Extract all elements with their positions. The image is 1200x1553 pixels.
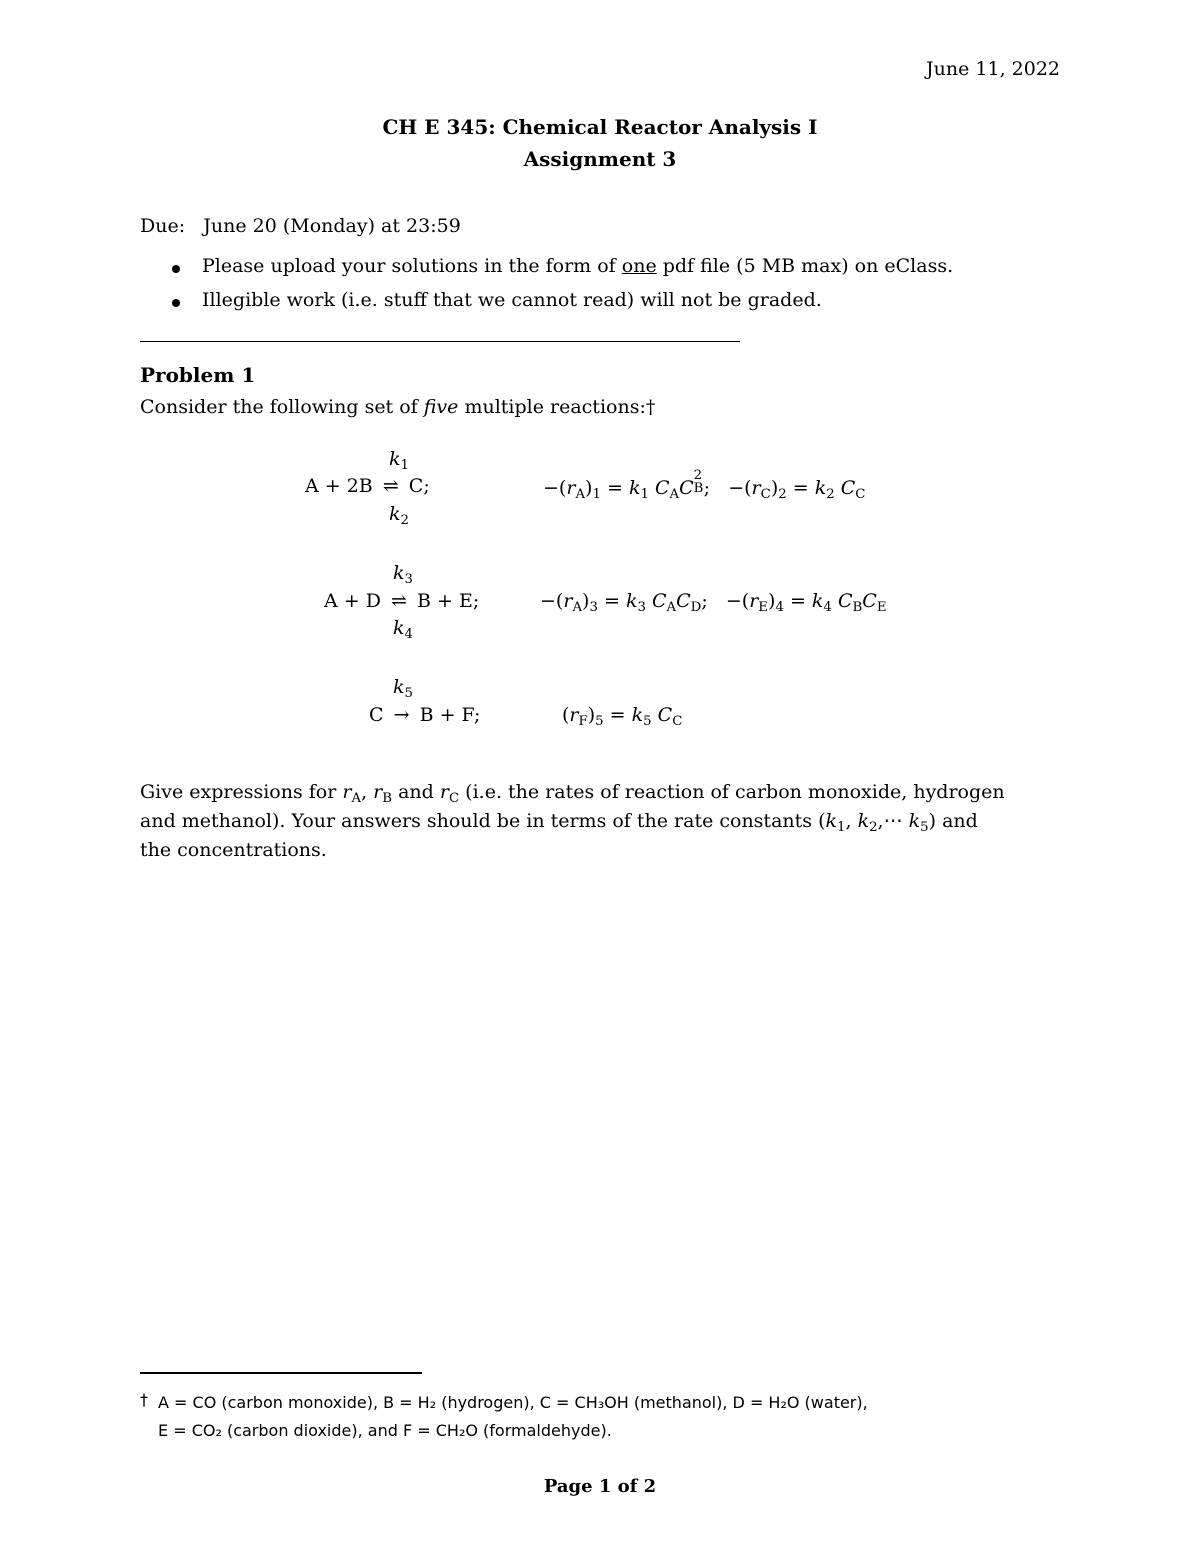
- reaction-2-k-bottom: $k_4$: [393, 617, 413, 642]
- intro-post: multiple reactions:†: [458, 396, 656, 418]
- intro-five: five: [423, 396, 459, 418]
- reaction-2-rate-law: $-(r_A)_3 = k_3$ $C_AC_D$; $-(r_E)_4 = k_4$ $C_BC_E$: [540, 590, 887, 615]
- reaction-3-k-top: $k_5$: [393, 676, 413, 701]
- question-line-2: and methanol). Your answers should be in terms of the rate constants ($k_1$, $k_2,\cdots$ $k_5$) and: [140, 810, 978, 835]
- course-title: CH E 345: Chemical Reactor Analysis I: [382, 115, 818, 139]
- question-line-1: Give expressions for $r_A$, $r_B$ and $r_C$ (i.e. the rates of reaction of carbon monoxide, hydrogen: [140, 781, 1005, 806]
- upload-text-one: one: [621, 255, 657, 277]
- equilibrium-arrow-icon: ⇌: [382, 475, 399, 497]
- intro-pre: Consider the following set of: [140, 396, 424, 418]
- footnote-mark: †: [140, 1390, 148, 1409]
- reaction-3-equation: [369, 704, 480, 726]
- reaction-3-rate-law: $(r_F)_5 = k_5$ $C_C$: [562, 704, 683, 729]
- reaction-1-equation: [305, 475, 430, 497]
- reaction-1-rate-law: $-(r_A)_1 = k_1$ $C_AC$ 2 B ; $-(r_C)_2 = k_2$ $C_C$: [543, 467, 866, 502]
- reaction-1-reactants: A + 2B: [305, 475, 373, 497]
- bullet-upload: [202, 255, 953, 277]
- footnote-line-2: E = CO₂ (carbon dioxide), and F = CH₂O (formaldehyde).: [158, 1421, 612, 1440]
- reaction-1-products: C;: [408, 475, 430, 497]
- reaction-2-k-top: $k_3$: [393, 562, 413, 587]
- bullet-dot: [172, 299, 180, 307]
- footnote-rule: [140, 1372, 422, 1374]
- problem-intro: [140, 396, 655, 418]
- due-line: [140, 215, 461, 237]
- bullet-dot: [172, 265, 180, 273]
- reaction-3-products: B + F;: [419, 704, 481, 726]
- assignment-title: Assignment 3: [523, 147, 677, 171]
- question-line-3: the concentrations.: [140, 839, 327, 861]
- equilibrium-arrow-icon: ⇌: [391, 590, 407, 612]
- page-number: Page 1 of 2: [543, 1476, 657, 1497]
- reaction-3-reactants: C: [369, 704, 384, 726]
- due-label: Due:: [140, 215, 186, 237]
- reaction-2-equation: [324, 590, 479, 612]
- bullet-illegible: Illegible work (i.e. stuff that we cannot read) will not be graded.: [202, 289, 822, 311]
- problem-heading: Problem 1: [140, 363, 256, 387]
- forward-arrow-icon: →: [393, 704, 410, 726]
- due-date: June 20 (Monday) at 23:59: [203, 215, 461, 237]
- upload-text-post: pdf file (5 MB max) on eClass.: [656, 255, 954, 277]
- reaction-1-k-top: $k_1$: [389, 448, 409, 473]
- reaction-2-reactants: A + D: [324, 590, 381, 612]
- footnote-line-1: A = CO (carbon monoxide), B = H₂ (hydrogen), C = CH₃OH (methanol), D = H₂O (water),: [158, 1393, 868, 1412]
- reaction-2-products: B + E;: [416, 590, 480, 612]
- upload-text-pre: Please upload your solutions in the form of: [202, 255, 622, 277]
- reaction-1-k-bottom: $k_2$: [389, 503, 409, 528]
- separator-rule: [140, 341, 740, 342]
- document-date: June 11, 2022: [926, 58, 1060, 80]
